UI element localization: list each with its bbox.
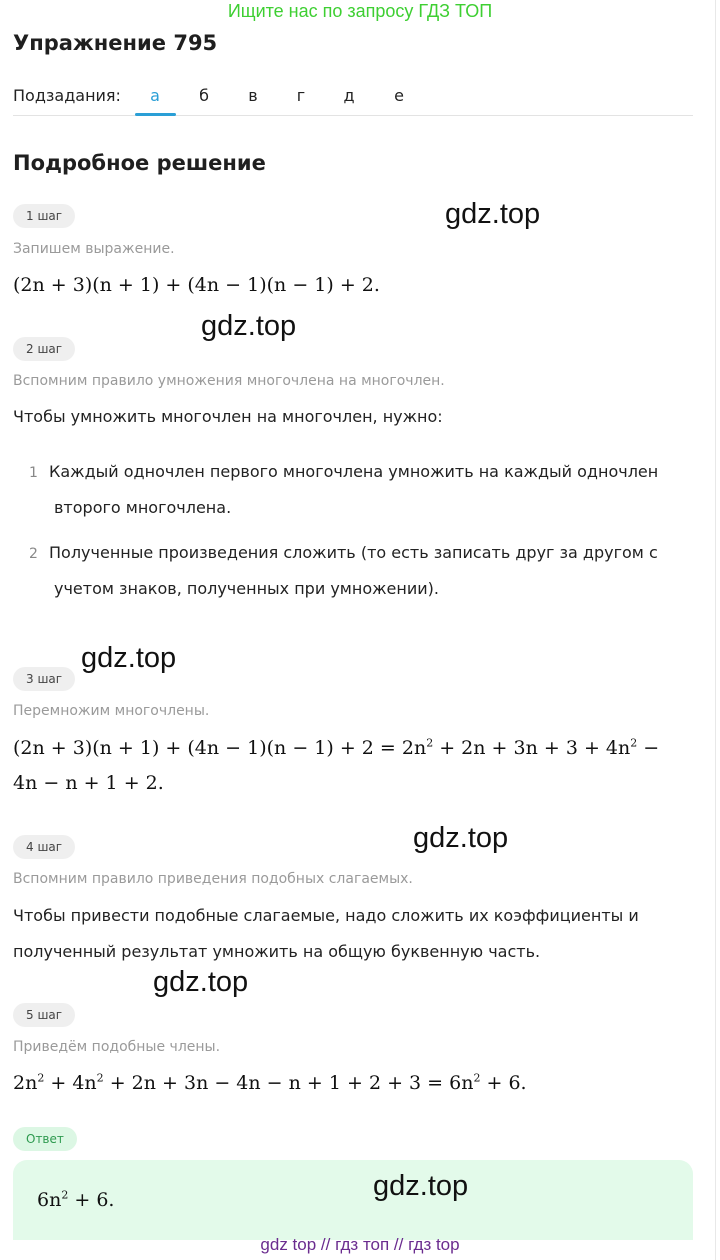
- watermark: gdz.top: [153, 966, 249, 998]
- page-title: Упражнение 795: [13, 31, 218, 55]
- step-5-caption: Приведём подобные члены.: [13, 1039, 221, 1055]
- subtask-tab-v[interactable]: в: [248, 86, 258, 105]
- step-1-math: (2n + 3)(n + 1) + (4n − 1)(n − 1) + 2.: [13, 274, 380, 296]
- exponent: 2: [61, 1188, 69, 1202]
- step-3-badge: 3 шаг: [13, 667, 75, 691]
- exponent: 2: [630, 736, 638, 750]
- math-segment: (2n + 3)(n + 1) + (4n − 1)(n − 1) + 2 = 2n: [13, 737, 427, 759]
- answer-box: [13, 1160, 693, 1240]
- subtasks-label: Подзадания:: [13, 86, 121, 105]
- step-4-caption: Вспомним правило приведения подобных слагаемых.: [13, 871, 413, 887]
- list-item-number: 1: [29, 465, 38, 481]
- step-1-badge: 1 шаг: [13, 204, 75, 228]
- step-2-badge: 2 шаг: [13, 337, 75, 361]
- exponent: 2: [96, 1071, 104, 1085]
- step-3-math-line-2: 4n − n + 1 + 2.: [13, 772, 164, 794]
- math-segment: 6n: [37, 1189, 62, 1211]
- watermark: gdz.top: [445, 198, 541, 230]
- step-4-text-line: Чтобы привести подобные слагаемые, надо сложить их коэффициенты и: [13, 906, 639, 925]
- watermark: gdz.top: [413, 822, 509, 854]
- footer-links[interactable]: gdz top // гдз топ // гдз top: [260, 1235, 460, 1254]
- step-4-text-line: полученный результат умножить на общую буквенную часть.: [13, 942, 541, 961]
- list-item-line: второго многочлена.: [54, 498, 232, 517]
- step-2-caption: Вспомним правило умножения многочлена на многочлен.: [13, 373, 445, 389]
- section-title: Подробное решение: [13, 151, 266, 175]
- subtask-tab-d[interactable]: д: [343, 86, 355, 105]
- step-3-caption: Перемножим многочлены.: [13, 703, 210, 719]
- exponent: 2: [426, 736, 434, 750]
- list-item-line: учетом знаков, полученных при умножении).: [54, 579, 439, 598]
- math-segment: + 6.: [480, 1072, 527, 1094]
- exponent: 2: [473, 1071, 481, 1085]
- list-item: [49, 535, 689, 607]
- step-5-math: [13, 1061, 527, 1105]
- math-segment: 2n: [13, 1072, 38, 1094]
- subtask-tab-g[interactable]: г: [296, 86, 306, 105]
- page-edge-divider: [715, 0, 716, 1260]
- list-item-line: Каждый одночлен первого многочлена умножить на каждый одночлен: [49, 462, 659, 481]
- watermark: gdz.top: [373, 1170, 469, 1202]
- list-item-line: Полученные произведения сложить (то есть записать друг за другом с: [49, 543, 658, 562]
- list-item: [49, 454, 689, 526]
- step-5-badge: 5 шаг: [13, 1003, 75, 1027]
- step-4-text: [13, 898, 693, 970]
- math-segment: + 2n + 3n + 3 + 4n: [433, 737, 631, 759]
- top-banner[interactable]: Ищите нас по запросу ГДЗ ТОП: [227, 1, 493, 21]
- step-2-text: Чтобы умножить многочлен на многочлен, нужно:: [13, 407, 443, 426]
- tabs-divider: [13, 115, 693, 116]
- active-tab-indicator: [135, 113, 176, 116]
- step-4-badge: 4 шаг: [13, 835, 75, 859]
- list-item-number: 2: [29, 546, 38, 562]
- subtask-tab-b[interactable]: б: [199, 86, 209, 105]
- answer-badge: Ответ: [13, 1127, 77, 1151]
- watermark: gdz.top: [201, 310, 297, 342]
- answer-math: [37, 1180, 114, 1220]
- math-segment: + 6.: [68, 1189, 115, 1211]
- watermark: gdz.top: [81, 642, 177, 674]
- math-segment: −: [637, 737, 660, 759]
- math-segment: + 4n: [44, 1072, 97, 1094]
- exponent: 2: [37, 1071, 45, 1085]
- step-1-caption: Запишем выражение.: [13, 241, 175, 257]
- subtask-tab-e[interactable]: е: [394, 86, 404, 105]
- subtask-tab-a[interactable]: а: [150, 86, 160, 105]
- math-segment: + 2n + 3n − 4n − n + 1 + 2 + 3 = 6n: [103, 1072, 474, 1094]
